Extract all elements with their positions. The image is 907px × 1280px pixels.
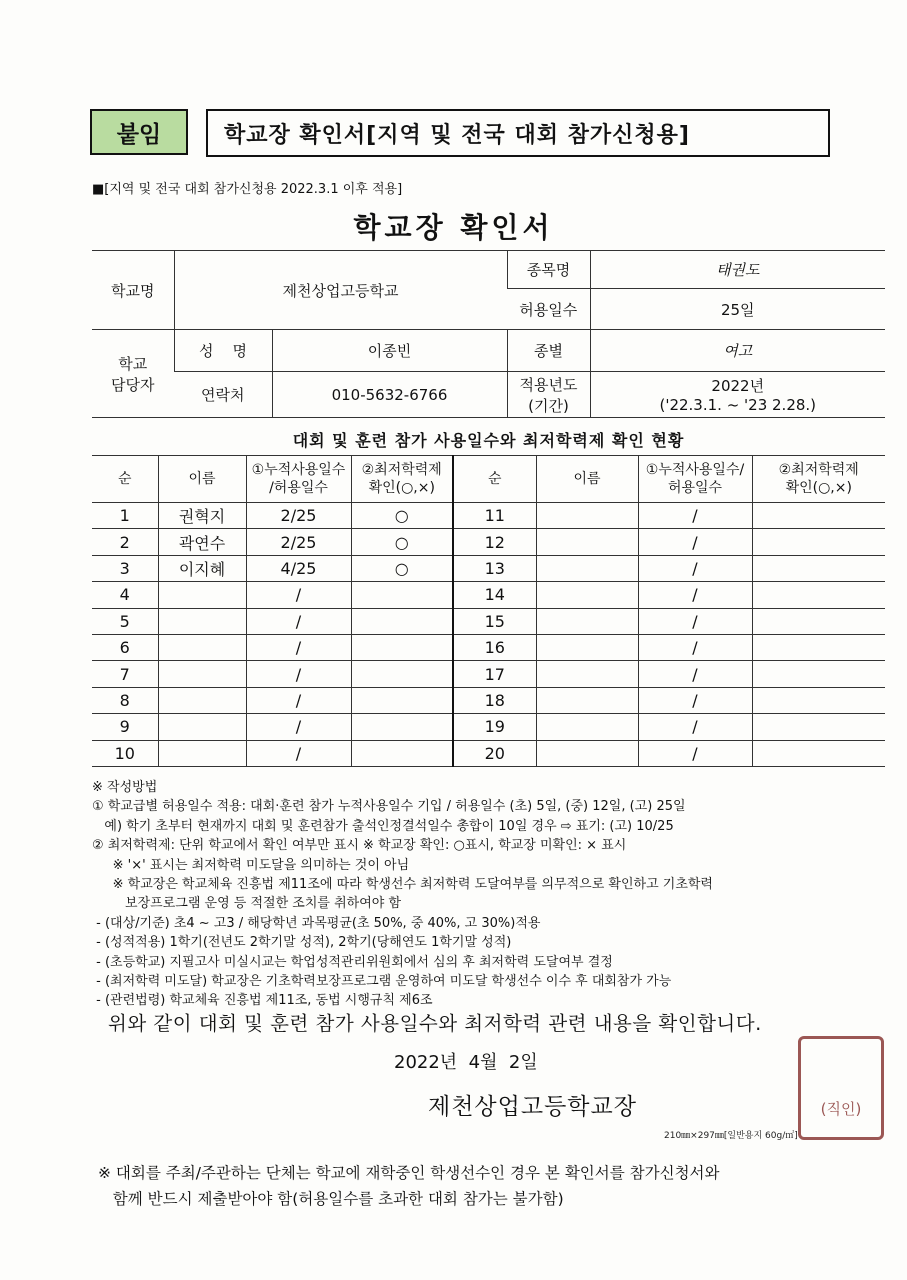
row-check (351, 582, 453, 608)
row-name (158, 634, 246, 660)
row-check (752, 661, 885, 687)
row-no: 10 (92, 740, 158, 766)
principal-signature: 제천상업고등학교장 (428, 1094, 637, 1120)
attachment-label: 붙임 (90, 109, 188, 155)
row-days: / (638, 661, 752, 687)
name-value: 이종빈 (272, 330, 507, 372)
col-acad-left (351, 456, 453, 503)
contact-label: 연락처 (174, 372, 272, 418)
manager-label-line1: 학교 (118, 354, 148, 373)
row-no: 1 (92, 503, 158, 529)
row-check (752, 582, 885, 608)
row-days: / (638, 714, 752, 740)
col-name-right: 이름 (536, 456, 638, 503)
col-days-right-l1: ①누적사용일수/ (645, 462, 745, 478)
row-name (536, 687, 638, 713)
row-check (351, 714, 453, 740)
usage-table-title: 대회 및 훈련 참가 사용일수와 최저학력제 확인 현황 (292, 431, 685, 450)
row-days: / (246, 582, 351, 608)
row-name (158, 582, 246, 608)
row-name (536, 582, 638, 608)
row-name (158, 714, 246, 740)
row-name (158, 661, 246, 687)
usage-table (92, 455, 885, 767)
row-no: 14 (453, 582, 536, 608)
year-label-line1: 적용년도 (519, 375, 578, 394)
row-check: ○ (351, 555, 453, 581)
table-row (92, 661, 885, 687)
table-row (92, 582, 885, 608)
instruction-line: ※ 작성방법 (92, 780, 158, 795)
row-days: / (638, 529, 752, 555)
row-no: 6 (92, 634, 158, 660)
row-check (752, 529, 885, 555)
row-check (752, 687, 885, 713)
row-days: 4/25 (246, 555, 351, 581)
col-days-right-l2: 허용일수 (667, 480, 723, 496)
row-days: / (638, 687, 752, 713)
row-no: 5 (92, 608, 158, 634)
row-check (351, 634, 453, 660)
instruction-line: ② 최저학력제: 단위 학교에서 확인 여부만 표시 ※ 학교장 확인: ○표시, 학교장 미확인: × 표시 (92, 838, 627, 854)
row-no: 7 (92, 661, 158, 687)
row-check (351, 687, 453, 713)
row-no: 20 (453, 740, 536, 766)
category-value: 여고 (590, 330, 885, 372)
row-check: ○ (351, 503, 453, 529)
row-no: 17 (453, 661, 536, 687)
instruction-line: - (관련법령) 학교체육 진흥법 제11조, 동법 시행규칙 제6조 (92, 993, 433, 1009)
school-label: 학교명 (92, 251, 174, 330)
allowed-days-value: 25일 (590, 289, 885, 330)
table-row (92, 555, 885, 581)
row-name (536, 661, 638, 687)
col-no-right: 순 (453, 456, 536, 503)
submission-note-line2: 함께 반드시 제출받아야 함(허용일수를 초과한 대회 참가는 불가함) (98, 1190, 564, 1208)
row-check (351, 608, 453, 634)
row-check (752, 740, 885, 766)
row-days: 2/25 (246, 529, 351, 555)
row-days: / (638, 582, 752, 608)
row-check: ○ (351, 529, 453, 555)
form-title: 학교장 확인서[지역 및 전국 대회 참가신청용] (206, 109, 830, 157)
row-name (158, 740, 246, 766)
row-days: 2/25 (246, 503, 351, 529)
row-name (536, 503, 638, 529)
row-check (752, 608, 885, 634)
row-no: 11 (453, 503, 536, 529)
row-check (752, 714, 885, 740)
col-days-left-l1: ①누적사용일수 (251, 462, 346, 478)
event-value: 태권도 (590, 251, 885, 289)
table-row (92, 740, 885, 766)
instruction-line: - (대상/기준) 초4 ~ 고3 / 해당학년 과목평균(초 50%, 중 40%, 고 30%)적용 (92, 915, 541, 931)
usage-table-header (92, 456, 885, 503)
instruction-line: ① 학교급별 허용일수 적용: 대회·훈련 참가 누적사용일수 기입 / 허용일수 (초) 5일, (중) 12일, (고) 25일 (92, 799, 686, 815)
row-days: / (246, 714, 351, 740)
contact-value: 010-5632-6766 (272, 372, 507, 418)
submission-note-line1: ※ 대회를 주최/주관하는 단체는 학교에 재학중인 학생선수인 경우 본 확인서를 참가신청서와 (98, 1164, 720, 1182)
row-days: / (638, 555, 752, 581)
name-label: 성 명 (174, 330, 272, 372)
row-name (536, 608, 638, 634)
category-label: 종별 (507, 330, 590, 372)
col-days-left (246, 456, 351, 503)
table-row (92, 714, 885, 740)
apply-note: ■[지역 및 전국 대회 참가신청용 2022.3.1 이후 적용] (92, 182, 403, 197)
table-row (92, 687, 885, 713)
table-row (92, 529, 885, 555)
row-check (752, 503, 885, 529)
row-check (351, 740, 453, 766)
col-acad-left-l2: 확인(○,×) (368, 480, 435, 496)
row-check (351, 661, 453, 687)
row-no: 3 (92, 555, 158, 581)
row-check (752, 555, 885, 581)
writing-instructions (92, 778, 892, 1011)
row-name (536, 555, 638, 581)
instruction-line: - (초등학교) 지필고사 미실시교는 학업성적관리위원회에서 심의 후 최저학력 도달여부 결정 (92, 954, 613, 970)
col-acad-left-l1: ②최저학력제 (361, 462, 442, 478)
year-value-line1: 2022년 (711, 377, 765, 395)
row-name (158, 608, 246, 634)
row-days: / (638, 503, 752, 529)
row-name: 권혁지 (158, 503, 246, 529)
instruction-line: ※ 학교장은 학교체육 진흥법 제11조에 따라 학생선수 최저학력 도달여부를 의무적으로 확인하고 기초학력 (92, 877, 713, 893)
paper-spec: 210㎜×297㎜[일반용지 60g/㎡] (664, 1131, 798, 1141)
row-no: 19 (453, 714, 536, 740)
row-name: 곽연수 (158, 529, 246, 555)
instruction-line: 예) 학기 초부터 현재까지 대회 및 훈련참가 출석인정결석일수 총합이 10일 경우 ⇨ 표기: (고) 10/25 (92, 818, 674, 834)
table-row (92, 634, 885, 660)
row-no: 2 (92, 529, 158, 555)
submission-note (98, 1160, 878, 1212)
col-acad-right (752, 456, 885, 503)
row-name (536, 529, 638, 555)
official-seal: (직인) (798, 1036, 884, 1140)
allowed-days-label: 허용일수 (507, 289, 590, 330)
table-row (92, 608, 885, 634)
year-label-line2: (기간) (528, 396, 569, 415)
instruction-line: - (최저학력 미도달) 학교장은 기초학력보장프로그램 운영하여 미도달 학생선수 이수 후 대회참가 가능 (92, 974, 672, 990)
row-days: / (246, 634, 351, 660)
row-no: 9 (92, 714, 158, 740)
row-days: / (246, 687, 351, 713)
col-no-left: 순 (92, 456, 158, 503)
col-name-left: 이름 (158, 456, 246, 503)
row-days: / (246, 608, 351, 634)
col-days-left-l2: /허용일수 (269, 480, 328, 496)
year-value-line2: ('22.3.1. ~ '23 2.28.) (659, 396, 817, 414)
row-name (158, 687, 246, 713)
row-name (536, 740, 638, 766)
year-label (507, 372, 590, 418)
row-no: 13 (453, 555, 536, 581)
row-name (536, 714, 638, 740)
row-no: 8 (92, 687, 158, 713)
school-value: 제천상업고등학교 (174, 251, 507, 330)
manager-label-line2: 담당자 (111, 375, 155, 394)
event-label: 종목명 (507, 251, 590, 289)
confirmation-statement: 위와 같이 대회 및 훈련 참가 사용일수와 최저학력 관련 내용을 확인합니다. (108, 1012, 762, 1035)
table-row (92, 503, 885, 529)
row-days: / (638, 634, 752, 660)
school-info-table (92, 250, 885, 418)
row-name (536, 634, 638, 660)
row-days: / (638, 608, 752, 634)
row-no: 18 (453, 687, 536, 713)
row-no: 4 (92, 582, 158, 608)
instruction-line: - (성적적용) 1학기(전년도 2학기말 성적), 2학기(당해연도 1학기말 성적) (92, 935, 512, 951)
row-no: 16 (453, 634, 536, 660)
row-no: 15 (453, 608, 536, 634)
col-acad-right-l2: 확인(○,×) (785, 480, 852, 496)
confirmation-date: 2022년 4월 2일 (394, 1052, 538, 1073)
manager-label (92, 330, 174, 418)
year-value (590, 372, 885, 418)
row-days: / (638, 740, 752, 766)
col-days-right (638, 456, 752, 503)
document-title: 학교장 확인서 (353, 211, 554, 244)
instruction-line: 보장프로그램 운영 등 적절한 조치를 취하여야 함 (92, 896, 402, 912)
row-no: 12 (453, 529, 536, 555)
row-check (752, 634, 885, 660)
row-days: / (246, 661, 351, 687)
instruction-line: ※ '×' 표시는 최저학력 미도달을 의미하는 것이 아님 (92, 857, 410, 873)
row-days: / (246, 740, 351, 766)
col-acad-right-l1: ②최저학력제 (778, 462, 859, 478)
row-name: 이지혜 (158, 555, 246, 581)
